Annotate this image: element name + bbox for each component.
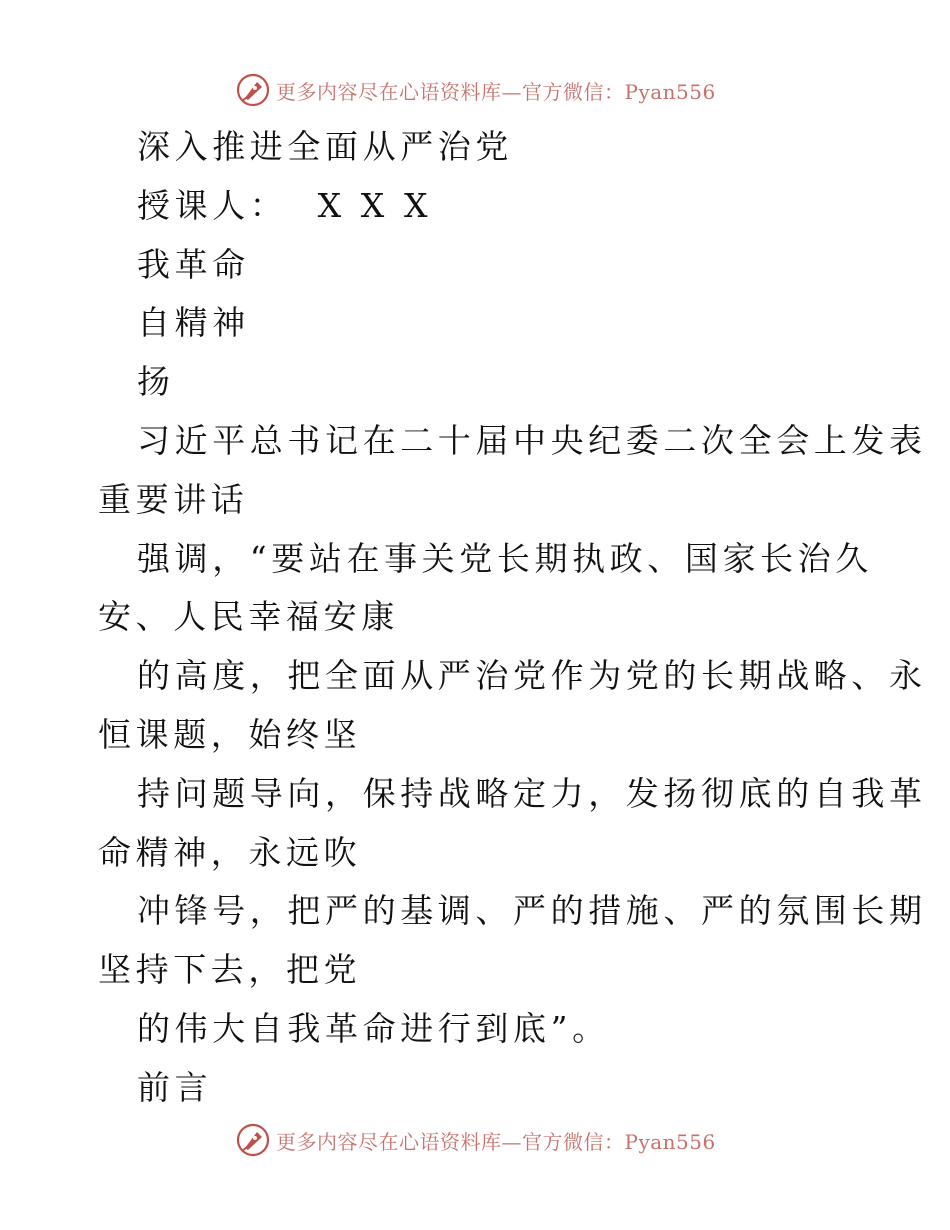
paragraph-line: 恒课题，始终坚 (98, 714, 362, 754)
paragraph-line: 习近平总书记在二十届中央纪委二次全会上发表 (137, 420, 927, 460)
header-watermark (236, 73, 756, 107)
text-line: 自精神 (137, 303, 250, 343)
paragraph-line: 的伟大自我革命进行到底”。 (137, 1008, 610, 1048)
text-line: 我革命 (137, 244, 250, 284)
paragraph-line: 命精神，永远吹 (98, 832, 362, 872)
paragraph-line: 坚持下去，把党 (98, 950, 362, 990)
lecturer-line: 授课人： X X X (137, 185, 433, 225)
fountain-pen-nib-icon (236, 1123, 270, 1157)
footer-watermark (236, 1123, 756, 1157)
text-line: 扬 (137, 362, 175, 402)
document-title: 深入推进全面从严治党 (137, 127, 513, 166)
watermark-text: 更多内容尽在心语资料库—官方微信：Pyan556 (276, 79, 716, 104)
document-body (98, 118, 927, 1118)
fountain-pen-nib-icon (236, 73, 270, 107)
paragraph-line: 重要讲话 (98, 479, 249, 519)
section-heading: 前言 (137, 1067, 213, 1107)
watermark-text: 更多内容尽在心语资料库—官方微信：Pyan556 (276, 1129, 716, 1154)
paragraph-line: 冲锋号，把严的基调、严的措施、严的氛围长期 (137, 891, 927, 931)
paragraph-line: 持问题导向，保持战略定力，发扬彻底的自我革 (137, 773, 927, 813)
paragraph-line: 强调，“要站在事关党长期执政、国家长治久 (137, 538, 873, 578)
paragraph-line: 的高度，把全面从严治党作为党的长期战略、永 (137, 656, 927, 696)
paragraph-line: 安、人民幸福安康 (98, 597, 399, 637)
